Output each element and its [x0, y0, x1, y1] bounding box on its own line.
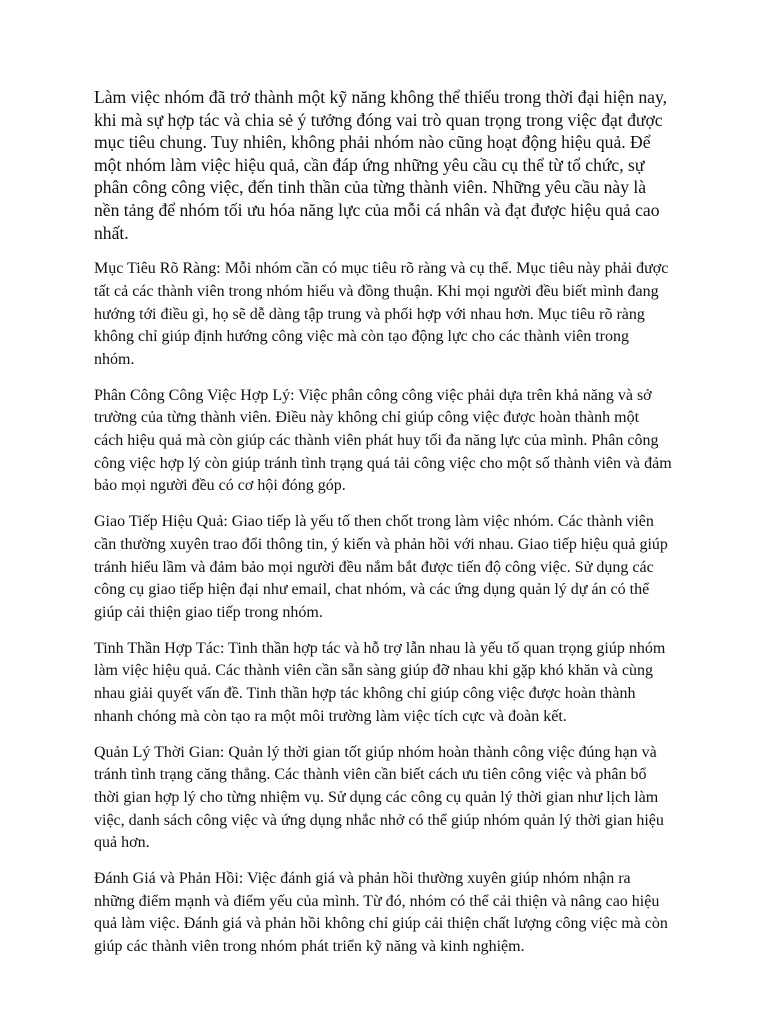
- paragraph-evaluation-feedback: Đánh Giá và Phản Hồi: Việc đánh giá và phản hồi thường xuyên giúp nhóm nhận ra những điểm mạnh và điểm yếu của mình. Từ đó, nhóm có thể cải thiện và nâng cao hiệu quả làm việc. Đánh giá và phản hồi không chỉ giúp cải thiện chất lượng công việc mà còn giúp các thành viên trong nhóm phát triển kỹ năng và kinh nghiệm.: [94, 870, 668, 956]
- paragraph-time-management: Quản Lý Thời Gian: Quản lý thời gian tốt giúp nhóm hoàn thành công việc đúng hạn và tránh tình trạng căng thẳng. Các thành viên cần biết cách ưu tiên công việc và phân bổ thời gian hợp lý cho từng nhiệm vụ. Sử dụng các công cụ quản lý thời gian như lịch làm việc, danh sách công việc và ứng dụng nhắc nhở có thể giúp nhóm quản lý thời gian hiệu quả hơn.: [94, 743, 664, 852]
- paragraph-task-assignment: Phân Công Công Việc Hợp Lý: Việc phân công công việc phải dựa trên khả năng và sở trường của từng thành viên. Điều này không chỉ giúp công việc được hoàn thành một cách hiệu quả mà còn giúp các thành viên phát huy tối đa năng lực của mình. Phân công công việc hợp lý còn giúp tránh tình trạng quá tải công việc cho một số thành viên và đảm bảo mọi người đều có cơ hội đóng góp.: [94, 386, 672, 495]
- paragraph-clear-goals: Mục Tiêu Rõ Ràng: Mỗi nhóm cần có mục tiêu rõ ràng và cụ thể. Mục tiêu này phải được tất cả các thành viên trong nhóm hiểu và đồng thuận. Khi mọi người đều biết mình đang hướng tới điều gì, họ sẽ dễ dàng tập trung và phối hợp với nhau hơn. Mục tiêu rõ ràng không chỉ giúp định hướng công việc mà còn tạo động lực cho các thành viên trong nhóm.: [94, 260, 669, 368]
- paragraph-cooperation: Tinh Thần Hợp Tác: Tinh thần hợp tác và hỗ trợ lẫn nhau là yếu tố quan trọng giúp nhóm làm việc hiệu quả. Các thành viên cần sẵn sàng giúp đỡ nhau khi gặp khó khăn và cùng nhau giải quyết vấn đề. Tinh thần hợp tác không chỉ giúp công việc được hoàn thành nhanh chóng mà còn tạo ra một môi trường làm việc tích cực và đoàn kết.: [94, 639, 666, 725]
- intro-paragraph: Làm việc nhóm đã trở thành một kỹ năng không thể thiếu trong thời đại hiện nay, khi mà sự hợp tác và chia sẻ ý tưởng đóng vai trò quan trọng trong việc đạt được mục tiêu chung. Tuy nhiên, không phải nhóm nào cũng hoạt động hiệu quả. Để một nhóm làm việc hiệu quả, cần đáp ứng những yêu cầu cụ thể từ tổ chức, sự phân công công việc, đến tinh thần của từng thành viên. Những yêu cầu này là nền tảng để nhóm tối ưu hóa năng lực của mỗi cá nhân và đạt được hiệu quả cao nhất.: [94, 87, 668, 243]
- paragraph-effective-communication: Giao Tiếp Hiệu Quả: Giao tiếp là yếu tố then chốt trong làm việc nhóm. Các thành viên cần thường xuyên trao đổi thông tin, ý kiến và phản hồi với nhau. Giao tiếp hiệu quả giúp tránh hiểu lầm và đảm bảo mọi người đều nắm bắt được tiến độ công việc. Sử dụng các công cụ giao tiếp hiện đại như email, chat nhóm, và các ứng dụng quản lý dự án có thể giúp cải thiện giao tiếp trong nhóm.: [94, 513, 668, 621]
